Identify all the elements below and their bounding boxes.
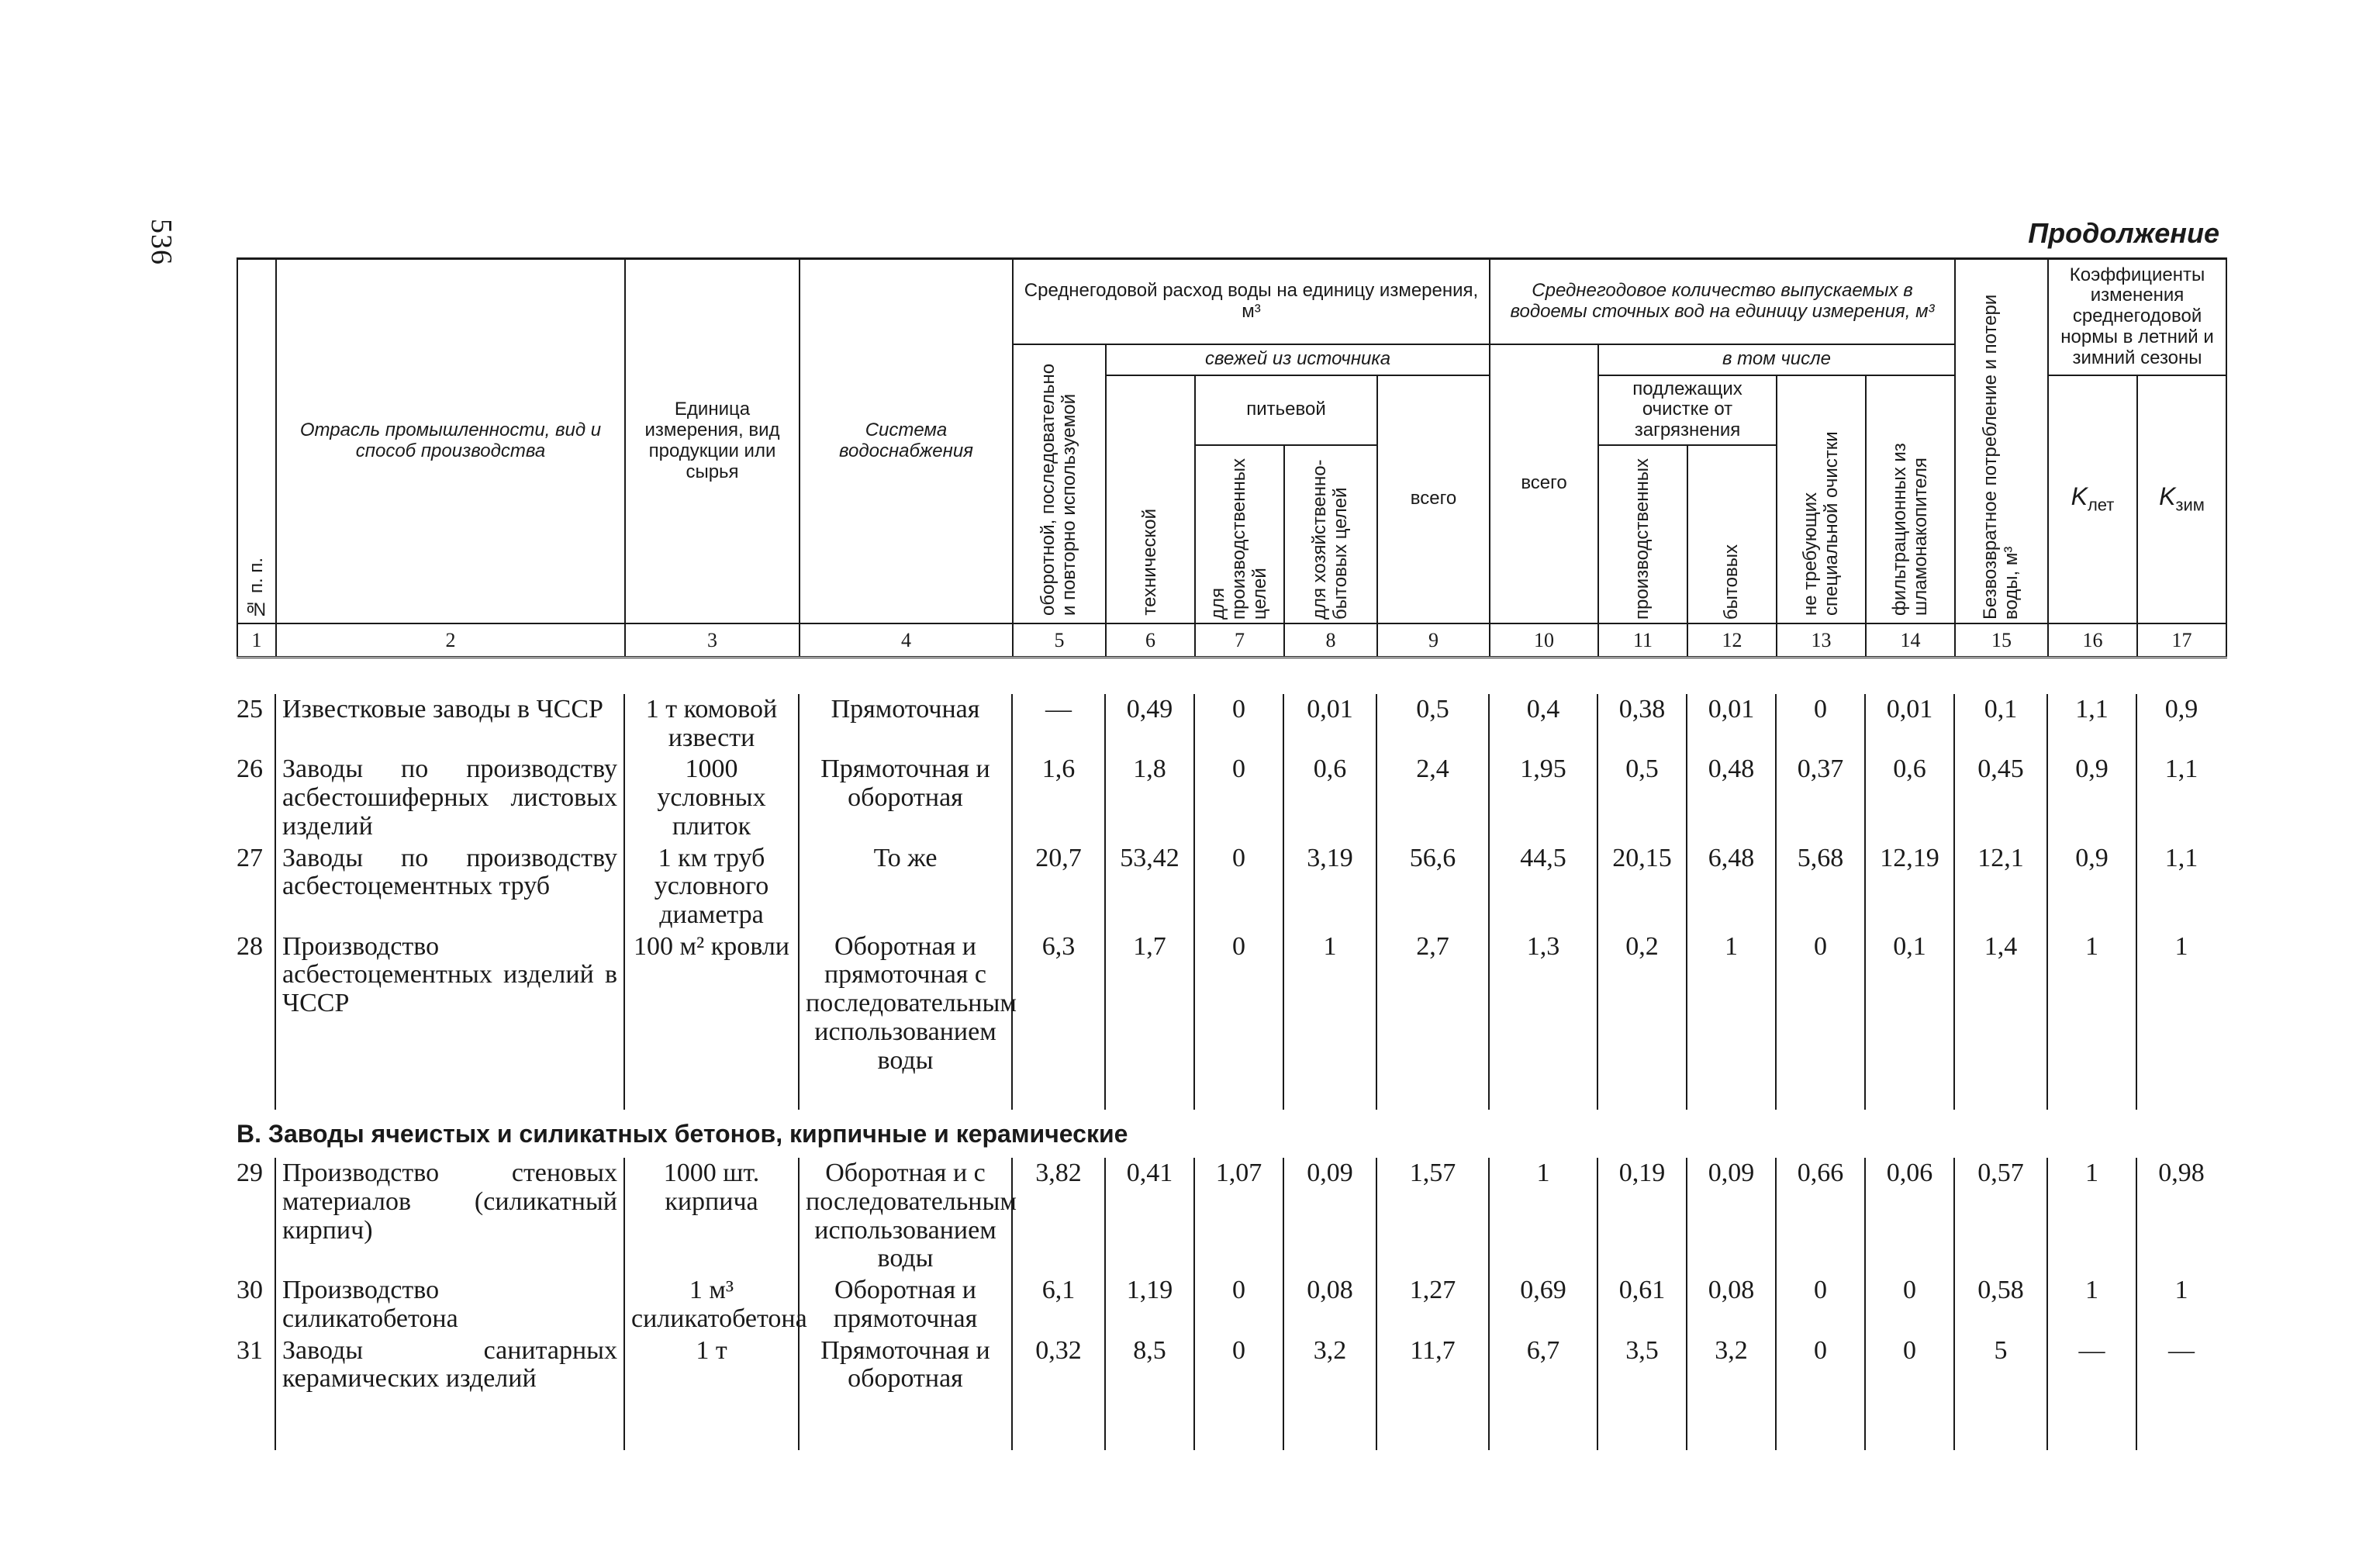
row-value-col-13: 5,68 — [1776, 843, 1865, 931]
column-number: 1 — [237, 623, 276, 658]
section-b-heading-row — [237, 1110, 2226, 1159]
header-cell-industrial-wastewater: производственных — [1598, 445, 1687, 623]
row-value-col-10: 6,7 — [1489, 1335, 1597, 1436]
row-number: 30 — [237, 1276, 263, 1305]
row-value-col-7: 0 — [1194, 754, 1283, 842]
header-cell-discharge-total: всего — [1490, 344, 1598, 624]
column-number: 2 — [276, 623, 625, 658]
row-value-col-11: 0,2 — [1597, 931, 1687, 1110]
header-group-fresh: свежей из источника — [1106, 344, 1490, 375]
row-value-col-9: 1,57 — [1376, 1158, 1489, 1275]
row-system: Оборотная и прямоточная — [799, 1275, 1012, 1335]
page-number: 536 — [145, 219, 178, 265]
header-cell-k-summer: $K_{лет}$ — [2048, 375, 2137, 624]
row-value-col-8: 0,6 — [1283, 754, 1376, 842]
row-value-col-16: — — [2047, 1335, 2136, 1436]
row-number: 28 — [237, 931, 263, 961]
row-value-col-12: 1 — [1687, 931, 1776, 1110]
row-value-col-11: 0,19 — [1597, 1158, 1687, 1275]
row-value-col-12: 0,08 — [1687, 1275, 1776, 1335]
row-value-col-11: 3,5 — [1597, 1335, 1687, 1436]
row-value-col-10: 0,69 — [1489, 1275, 1597, 1335]
column-number: 12 — [1687, 623, 1777, 658]
row-value-col-17: 0,9 — [2136, 694, 2226, 754]
row-value-col-13: 0 — [1776, 1275, 1865, 1335]
row-value-col-13: 0,66 — [1776, 1158, 1865, 1275]
row-value-col-16: 0,9 — [2047, 754, 2136, 842]
row-system: То же — [799, 843, 1012, 931]
row-value-col-15: 0,1 — [1954, 694, 2047, 754]
column-number: 5 — [1013, 623, 1106, 658]
row-value-col-16: 1 — [2047, 931, 2136, 1110]
header-cell-fresh-total: всего — [1377, 375, 1490, 624]
table-bottom-spacer — [237, 1436, 2226, 1450]
row-value-col-13: 0 — [1776, 1335, 1865, 1436]
header-group-drinking: питьевой — [1195, 375, 1377, 446]
row-value-col-11: 20,15 — [1597, 843, 1687, 931]
row-value-col-5: 1,6 — [1012, 754, 1105, 842]
header-group-consumption: Среднегодовой расход воды на единицу измерения, м³ — [1013, 259, 1490, 344]
row-value-col-9: 56,6 — [1376, 843, 1489, 931]
row-value-col-10: 1 — [1489, 1158, 1597, 1275]
header-group-discharge: Среднегодовое количество выпускаемых в водоемы сточных вод на единицу измерения, м³ — [1490, 259, 1955, 344]
row-value-col-7: 0 — [1194, 694, 1283, 754]
section-a-rows — [237, 694, 2226, 1110]
row-unit: 1000 шт. кирпича — [624, 1158, 799, 1275]
row-number: 26 — [237, 755, 263, 784]
row-unit: 1 т — [624, 1335, 799, 1436]
column-number: 10 — [1490, 623, 1598, 658]
header-group-requiring: подлежащих очистке от загрязнения — [1598, 375, 1777, 446]
row-value-col-17: 0,98 — [2136, 1158, 2226, 1275]
continuation-label: Продолжение — [2028, 217, 2219, 249]
row-value-col-6: 53,42 — [1105, 843, 1194, 931]
header-cell-recycled: оборотной, последовательно и повторно используемой — [1013, 344, 1106, 624]
column-number: 6 — [1106, 623, 1195, 658]
column-number-row — [237, 623, 2226, 658]
row-unit: 100 м² кровли — [624, 931, 799, 1110]
section-b-rows — [237, 1158, 2226, 1435]
column-number: 9 — [1377, 623, 1490, 658]
row-value-col-9: 2,4 — [1376, 754, 1489, 842]
row-value-col-9: 0,5 — [1376, 694, 1489, 754]
row-value-col-6: 1,19 — [1105, 1275, 1194, 1335]
row-value-col-6: 0,41 — [1105, 1158, 1194, 1275]
row-value-col-14: 0 — [1865, 1335, 1954, 1436]
row-value-col-14: 0,06 — [1865, 1158, 1954, 1275]
row-value-col-9: 2,7 — [1376, 931, 1489, 1110]
row-value-col-5: 20,7 — [1012, 843, 1105, 931]
table-row — [237, 931, 2226, 1110]
column-number: 16 — [2048, 623, 2137, 658]
row-value-col-15: 5 — [1954, 1335, 2047, 1436]
row-value-col-13: 0 — [1776, 931, 1865, 1110]
row-value-col-12: 6,48 — [1687, 843, 1776, 931]
column-number: 17 — [2137, 623, 2226, 658]
row-value-col-11: 0,38 — [1597, 694, 1687, 754]
column-number: 14 — [1866, 623, 1955, 658]
row-industry: Заводы по производству асбестошиферных листовых изделий — [275, 754, 624, 842]
table-row — [237, 843, 2226, 931]
header-cell-no-treatment: не требующих специальной очистки — [1777, 375, 1866, 624]
row-value-col-7: 1,07 — [1194, 1158, 1283, 1275]
row-unit: 1 т комовой извести — [624, 694, 799, 754]
row-value-col-14: 12,19 — [1865, 843, 1954, 931]
header-cell-filtration: фильтрационных из шламонакопителя — [1866, 375, 1955, 624]
row-value-col-5: — — [1012, 694, 1105, 754]
row-value-col-17: 1,1 — [2136, 843, 2226, 931]
column-number: 8 — [1284, 623, 1377, 658]
row-value-col-14: 0,1 — [1865, 931, 1954, 1110]
table-body — [237, 694, 2226, 1450]
row-value-col-11: 0,61 — [1597, 1275, 1687, 1335]
row-value-col-16: 0,9 — [2047, 843, 2136, 931]
row-value-col-9: 1,27 — [1376, 1275, 1489, 1335]
row-value-col-16: 1,1 — [2047, 694, 2136, 754]
header-cell-industry: Отрасль промышленности, вид и способ производства — [276, 259, 625, 624]
column-number: 15 — [1955, 623, 2048, 658]
row-industry: Производство силикатобетона — [275, 1275, 624, 1335]
header-cell-household-use: для хозяйственно-бытовых целей — [1284, 445, 1377, 623]
header-cell-number: № п. п. — [237, 259, 276, 624]
row-value-col-8: 3,2 — [1283, 1335, 1376, 1436]
row-value-col-7: 0 — [1194, 843, 1283, 931]
row-value-col-6: 0,49 — [1105, 694, 1194, 754]
row-value-col-17: — — [2136, 1335, 2226, 1436]
header-cell-losses: Безвозвратное потребление и потери воды, м³ — [1955, 259, 2048, 624]
row-industry: Известковые заводы в ЧССР — [275, 694, 624, 754]
row-value-col-15: 0,45 — [1954, 754, 2047, 842]
row-value-col-15: 1,4 — [1954, 931, 2047, 1110]
row-value-col-17: 1,1 — [2136, 754, 2226, 842]
row-value-col-8: 0,09 — [1283, 1158, 1376, 1275]
row-value-col-14: 0,6 — [1865, 754, 1954, 842]
row-value-col-9: 11,7 — [1376, 1335, 1489, 1436]
column-number: 3 — [625, 623, 800, 658]
table-row — [237, 1335, 2226, 1436]
section-b-title: В. Заводы ячеистых и силикатных бетонов, кирпичные и керамические — [237, 1119, 1128, 1148]
table-row — [237, 754, 2226, 842]
row-value-col-7: 0 — [1194, 1275, 1283, 1335]
row-value-col-6: 8,5 — [1105, 1335, 1194, 1436]
header-cell-household-wastewater: бытовых — [1687, 445, 1777, 623]
row-value-col-5: 3,82 — [1012, 1158, 1105, 1275]
row-value-col-17: 1 — [2136, 1275, 2226, 1335]
row-value-col-14: 0,01 — [1865, 694, 1954, 754]
column-number: 13 — [1777, 623, 1866, 658]
row-value-col-12: 3,2 — [1687, 1335, 1776, 1436]
table-header — [237, 257, 2227, 658]
row-number: 29 — [237, 1159, 263, 1188]
row-industry: Заводы санитарных керамических изделий — [275, 1335, 624, 1436]
row-system: Оборотная и с последовательным использованием воды — [799, 1158, 1012, 1275]
row-system: Прямоточная и оборотная — [799, 1335, 1012, 1436]
row-value-col-13: 0,37 — [1776, 754, 1865, 842]
row-value-col-12: 0,48 — [1687, 754, 1776, 842]
header-cell-system: Система водоснабжения — [800, 259, 1013, 624]
row-value-col-15: 0,57 — [1954, 1158, 2047, 1275]
column-number: 11 — [1598, 623, 1687, 658]
row-value-col-10: 1,3 — [1489, 931, 1597, 1110]
row-unit: 1000 условных плиток — [624, 754, 799, 842]
row-value-col-11: 0,5 — [1597, 754, 1687, 842]
column-number: 4 — [800, 623, 1013, 658]
header-cell-industrial-use: для производственных целей — [1195, 445, 1284, 623]
row-value-col-8: 3,19 — [1283, 843, 1376, 931]
row-value-col-12: 0,01 — [1687, 694, 1776, 754]
row-value-col-5: 6,1 — [1012, 1275, 1105, 1335]
row-number: 27 — [237, 843, 263, 872]
row-value-col-16: 1 — [2047, 1158, 2136, 1275]
row-value-col-15: 0,58 — [1954, 1275, 2047, 1335]
row-value-col-10: 1,95 — [1489, 754, 1597, 842]
row-value-col-10: 44,5 — [1489, 843, 1597, 931]
row-value-col-7: 0 — [1194, 931, 1283, 1110]
row-value-col-15: 12,1 — [1954, 843, 2047, 931]
row-industry: Производство стеновых материалов (силикатный кирпич) — [275, 1158, 624, 1275]
header-cell-k-winter: $K_{зим}$ — [2137, 375, 2226, 624]
table-row — [237, 694, 2226, 754]
row-number: 31 — [237, 1335, 263, 1365]
table-row — [237, 1275, 2226, 1335]
row-unit: 1 км труб условного диаметра — [624, 843, 799, 931]
header-cell-technical: технической — [1106, 375, 1195, 624]
row-system: Прямоточная — [799, 694, 1012, 754]
row-value-col-17: 1 — [2136, 931, 2226, 1110]
row-system: Прямоточная и оборотная — [799, 754, 1012, 842]
row-value-col-13: 0 — [1776, 694, 1865, 754]
column-number: 7 — [1195, 623, 1284, 658]
row-value-col-6: 1,8 — [1105, 754, 1194, 842]
row-industry: Заводы по производству асбестоцементных труб — [275, 843, 624, 931]
row-value-col-5: 0,32 — [1012, 1335, 1105, 1436]
row-system: Оборотная и прямоточная с последовательным использованием воды — [799, 931, 1012, 1110]
header-cell-unit: Единица измерения, вид продукции или сырья — [625, 259, 800, 624]
row-value-col-8: 1 — [1283, 931, 1376, 1110]
row-value-col-14: 0 — [1865, 1275, 1954, 1335]
row-value-col-10: 0,4 — [1489, 694, 1597, 754]
row-value-col-8: 0,01 — [1283, 694, 1376, 754]
row-value-col-6: 1,7 — [1105, 931, 1194, 1110]
row-value-col-5: 6,3 — [1012, 931, 1105, 1110]
row-value-col-7: 0 — [1194, 1335, 1283, 1436]
header-group-coefficients: Коэффициенты изменения среднегодовой нормы в летний и зимний сезоны — [2048, 259, 2226, 375]
row-industry: Производство асбестоцементных изделий в ЧССР — [275, 931, 624, 1110]
row-value-col-8: 0,08 — [1283, 1275, 1376, 1335]
row-value-col-16: 1 — [2047, 1275, 2136, 1335]
table-row — [237, 1158, 2226, 1275]
row-unit: 1 м³ силикатобетона — [624, 1275, 799, 1335]
header-group-including: в том числе — [1598, 344, 1955, 375]
row-value-col-12: 0,09 — [1687, 1158, 1776, 1275]
row-number: 25 — [237, 695, 263, 724]
